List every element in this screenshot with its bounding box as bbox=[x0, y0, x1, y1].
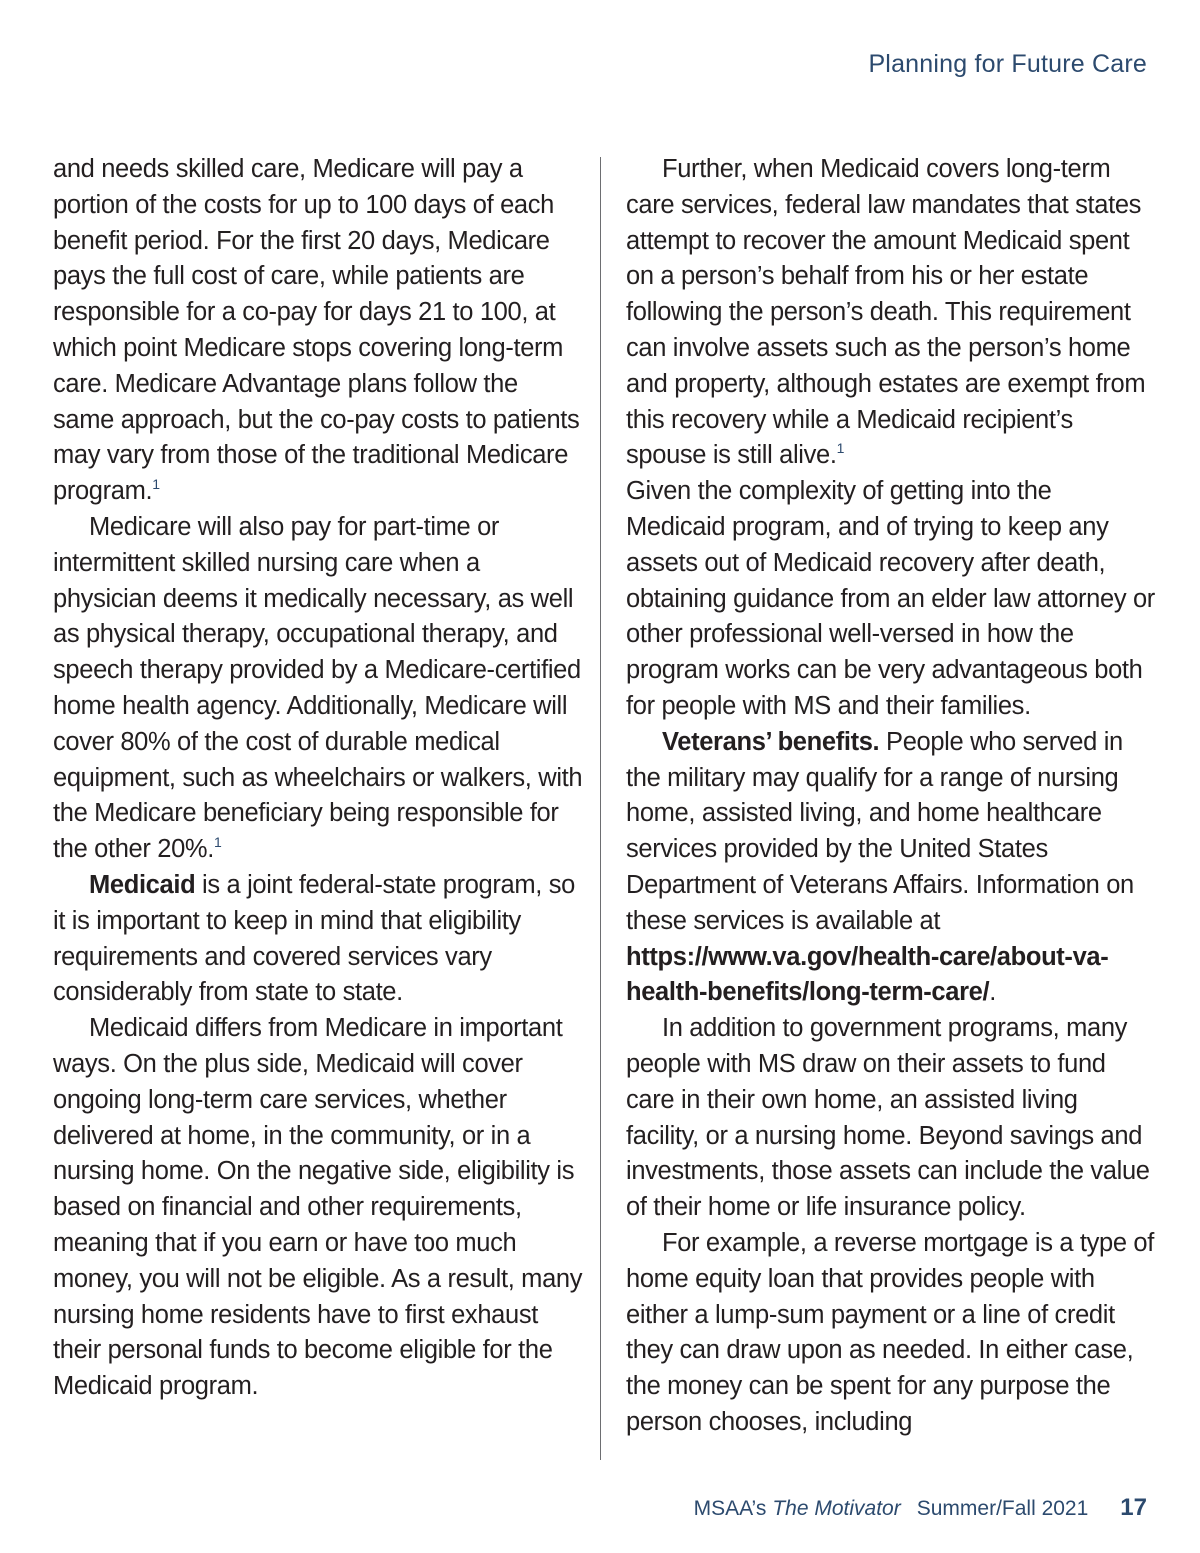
footnote-ref: 1 bbox=[213, 834, 222, 851]
paragraph-text: Further, when Medicaid covers long-term care services, federal law mandates that states attempt to recover the amount Medicaid spent on a person’s behalf from his or her estate following the person’s death. This requirement can involve assets such as the person’s home and property, although estates are exempt from this recovery while a Medicaid recipient’s spouse is still alive. bbox=[626, 155, 1146, 470]
paragraph-text: is a joint federal-state program, so it is important to keep in mind that eligibility requirements and covered services vary considerably from state to state. bbox=[53, 870, 575, 1007]
paragraph bbox=[626, 725, 1156, 1011]
paragraph bbox=[53, 868, 583, 1011]
footer-magazine: The Motivator bbox=[772, 1497, 901, 1520]
va-link[interactable]: health-benefits/long-term-care/ bbox=[626, 978, 990, 1007]
footnote-ref: 1 bbox=[152, 476, 160, 493]
left-column bbox=[53, 152, 583, 1405]
paragraph bbox=[53, 510, 583, 868]
right-column bbox=[626, 152, 1156, 1441]
paragraph-text: In addition to government programs, many people with MS draw on their assets to fund care in their own home, an assisted living facility, or a nursing home. Beyond savings and investments, those assets can include the value of their home or life insurance policy. bbox=[626, 1014, 1150, 1222]
page-number: 17 bbox=[1120, 1494, 1147, 1521]
column-divider bbox=[600, 157, 601, 1460]
paragraph bbox=[626, 474, 1156, 725]
paragraph-text: For example, a reverse mortgage is a type of home equity loan that provides people with either a lump-sum payment or a line of credit they can draw upon as needed. In either case, the money can be spent for any purpose the person chooses, including bbox=[626, 1228, 1154, 1436]
veterans-heading: Veterans’ benefits. bbox=[662, 727, 880, 756]
paragraph bbox=[626, 152, 1156, 474]
medicaid-heading: Medicaid bbox=[89, 870, 196, 899]
paragraph bbox=[53, 1011, 583, 1405]
paragraph bbox=[626, 1226, 1156, 1441]
paragraph-text: Given the complexity of getting into the Medicaid program, and of trying to keep any assets out of Medicaid recovery after death, obtaining guidance from an elder law attorney or other professional well-versed in how the program works can be very advantageous both for people with MS and their families. bbox=[626, 477, 1155, 720]
paragraph-text: and needs skilled care, Medicare will pay a portion of the costs for up to 100 days of each benefit period. For the first 20 days, Medicare pays the full cost of care, while patients are responsible for a co-pay for days 21 to 100, at which point Medicare stops covering long-term care. Medicare Advantage plans follow the same approach, but the co-pay costs to patients may vary from those of the traditional Medicare program. bbox=[53, 155, 580, 506]
footer-publisher: MSAA’s bbox=[693, 1497, 767, 1520]
paragraph bbox=[626, 1011, 1156, 1226]
period: . bbox=[989, 978, 996, 1007]
footnote-ref: 1 bbox=[836, 440, 844, 457]
footer-issue: Summer/Fall 2021 bbox=[916, 1497, 1089, 1520]
paragraph-text: People who served in the military may qualify for a range of nursing home, assisted living, and home healthcare services provided by the United States Department of Veterans Affairs. Information on these services is available at bbox=[626, 727, 1134, 935]
paragraph bbox=[53, 152, 583, 510]
page-footer bbox=[694, 1494, 1147, 1522]
va-link[interactable]: https://www.va.gov/health-care/about-va- bbox=[626, 942, 1109, 971]
paragraph-text: Medicaid differs from Medicare in important ways. On the plus side, Medicaid will cover ongoing long-term care services, whether delivered at home, in the community, or in a nursing home. On the negative side, eligibility is based on financial and other requirements, meaning that if you earn or have too much money, you will not be eligible. As a result, many nursing home residents have to first exhaust their personal funds to become eligible for the Medicaid program. bbox=[53, 1014, 583, 1401]
section-title: Planning for Future Care bbox=[868, 50, 1147, 78]
paragraph-text: Medicare will also pay for part-time or intermittent skilled nursing care when a physician deems it medically necessary, as well as physical therapy, occupational therapy, and speech therapy provided by a Medicare-certified home health agency. Additionally, Medicare will cover 80% of the cost of durable medical equipment, such as wheelchairs or walkers, with the Medicare beneficiary being responsible for the other 20%. bbox=[53, 512, 583, 864]
